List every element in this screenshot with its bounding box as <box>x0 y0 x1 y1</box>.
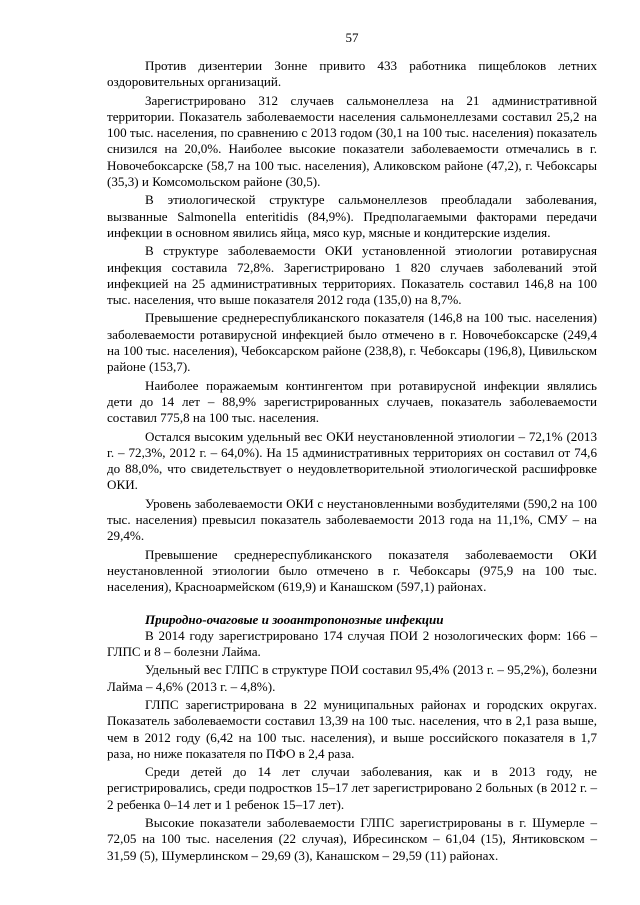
paragraph-rotavirus-excess: Превышение среднереспубликанского показателя (146,8 на 100 тыс. населения) заболеваемости ротавирусной инфекцией было отмечено в г. Новочебоксарске (249,4 на 100 тыс. населения), Чебоксарском районе (238,8), г. Чебоксары (196,8), Цивильском районе (153,7). <box>107 310 597 375</box>
section-title: Природно-очаговые и зооантропонозные инфекции <box>145 611 444 627</box>
paragraph-glps-districts: ГЛПС зарегистрирована в 22 муниципальных районах и городских округах. Показатель заболеваемости составил 13,39 на 100 тыс. населения, что в 2,1 раза выше, чем в 2012 году (6,42 на 100 тыс. населения), и выше российского показателя в 1,7 раза, но ниже показателя по ПФО в 2,4 раза. <box>107 696 597 761</box>
paragraph-oki-unknown-level: Уровень заболеваемости ОКИ с неустановленными возбудителями (590,2 на 100 тыс. населения) превысил показатель заболеваемости 2013 года на 11,1%, СМУ – на 29,4%. <box>107 495 597 544</box>
paragraph-rotavirus-structure: В структуре заболеваемости ОКИ установленной этиологии ротавирусная инфекция составила 72,8%. Зарегистрировано 1 820 случаев заболеваний этой инфекцией на 25 административных территориях. Показатель составил 146,8 на 100 тыс. населения, что выше показателя 2012 года (135,0) на 8,7%. <box>107 243 597 308</box>
paragraph-salmonellosis-cases: Зарегистрировано 312 случаев сальмонеллеза на 21 административной территории. Показатель заболеваемости населения сальмонеллезами составил 25,2 на 100 тыс. населения, по сравнению с 2013 годом (30,1 на 100 тыс. населения) показатель снизился на 20,0%. Наиболее высокие показатели заболеваемости отмечались в г. Новочебоксарске (58,7 на 100 тыс. населения), Аликовском районе (47,2), г. Чебоксары (35,3) и Комсомольском районе (30,5). <box>107 92 597 190</box>
page-number: 57 <box>345 30 359 45</box>
paragraph-oki-unknown-share: Остался высоким удельный вес ОКИ неустановленной этиологии – 72,1% (2013 г. – 72,3%, 2012 г. – 64,0%). На 15 административных территориях он составил от 74,6 до 88,0%, что свидетельствует о неудовлетворительной этиологической расшифровке ОКИ. <box>107 428 597 493</box>
paragraph-glps-share: Удельный вес ГЛПС в структуре ПОИ составил 95,4% (2013 г. – 95,2%), болезни Лайма – 4,6% (2013 г. – 4,8%). <box>107 662 597 694</box>
paragraph-rotavirus-children: Наиболее поражаемым контингентом при ротавирусной инфекции являлись дети до 14 лет – 88,9% зарегистрированных случаев, показатель заболеваемости составил 775,8 на 100 тыс. населения. <box>107 377 597 426</box>
paragraph-poi-cases: В 2014 году зарегистрировано 174 случая ПОИ 2 нозологических форм: 166 – ГЛПС и 8 – болезни Лайма. <box>107 627 597 660</box>
document-page <box>107 30 597 866</box>
paragraph-dysentery-vaccination: Против дизентерии Зонне привито 433 работника пищеблоков летних оздоровительных организаций. <box>107 58 597 90</box>
paragraph-glps-high-rates: Высокие показатели заболеваемости ГЛПС зарегистрированы в г. Шумерле – 72,05 на 100 тыс. населения (22 случая), Ибресинском – 61,04 (15), Янтиковском – 31,59 (5), Шумерлинском – 29,69 (3), Канашском – 29,59 (11) районах. <box>107 815 597 863</box>
paragraph-oki-unknown-excess: Превышение среднереспубликанского показателя заболеваемости ОКИ неустановленной этиологии было отмечено в г. Чебоксары (975,9 на 100 тыс. населения), Красноармейском (619,9) и Канашском (597,1) районах. <box>107 546 597 595</box>
section-spacer <box>107 598 597 612</box>
paragraph-glps-children: Среди детей до 14 лет случаи заболевания, как и в 2013 году, не регистрировались, среди подростков 15–17 лет зарегистрировано 2 больных (в 2012 г. – 2 ребенка 0–14 лет и 1 ребенок 15–17 лет). <box>107 764 597 812</box>
paragraph-salmonella-etiology: В этиологической структуре сальмонеллезов преобладали заболевания, вызванные Salmonella enteritidis (84,9%). Предполагаемыми факторами передачи инфекции в основном явились яйца, мясо кур, мясные и кондитерские изделия. <box>107 192 597 240</box>
